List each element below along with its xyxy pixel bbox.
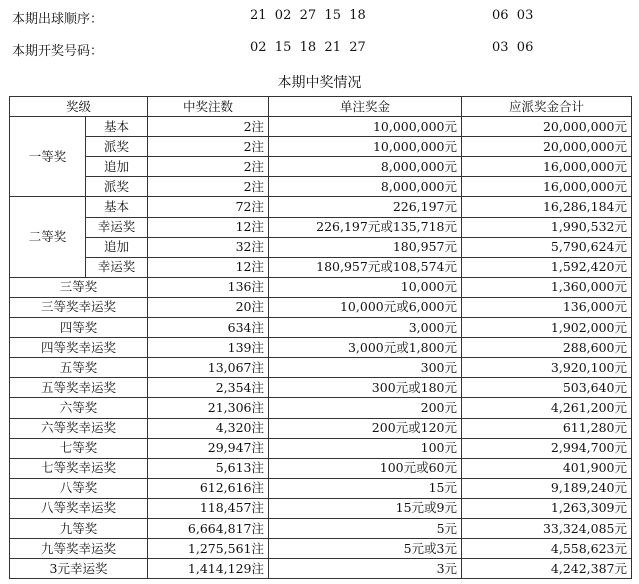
- total-prize-cell: 9,189,240元: [462, 478, 632, 498]
- single-prize-cell: 200元: [269, 398, 462, 418]
- single-prize-cell: 180,957元或108,574元: [269, 257, 462, 277]
- count-cell: 32注: [148, 237, 269, 257]
- level-cell: 九等奖幸运奖: [10, 539, 148, 559]
- count-cell: 12注: [148, 217, 269, 237]
- prize-table: [9, 96, 632, 579]
- single-prize-cell: 10,000,000元: [269, 117, 462, 137]
- table-row: [10, 197, 632, 217]
- level-cell: 七等奖: [10, 438, 148, 458]
- single-prize-cell: 100元或60元: [269, 458, 462, 478]
- total-prize-cell: 1,990,532元: [462, 217, 632, 237]
- level-cell: 三等奖幸运奖: [10, 297, 148, 317]
- total-prize-cell: 33,324,085元: [462, 518, 632, 538]
- total-prize-cell: 20,000,000元: [462, 137, 632, 157]
- single-prize-cell: 200元或120元: [269, 418, 462, 438]
- table-body: [10, 117, 632, 579]
- table-row: [10, 257, 632, 277]
- header-single: 单注奖金: [269, 97, 462, 117]
- table-row: [10, 358, 632, 378]
- sub-level-cell: 幸运奖: [86, 217, 148, 237]
- single-prize-cell: 8,000,000元: [269, 157, 462, 177]
- single-prize-cell: 3元: [269, 559, 462, 579]
- level-cell: 八等奖幸运奖: [10, 498, 148, 518]
- sub-level-cell: 基本: [86, 197, 148, 217]
- draw-order-label: 本期出球顺序：: [12, 12, 104, 27]
- table-row: [10, 177, 632, 197]
- total-prize-cell: 401,900元: [462, 458, 632, 478]
- single-prize-cell: 3,000元: [269, 318, 462, 338]
- count-cell: 29,947注: [148, 438, 269, 458]
- table-row: [10, 217, 632, 237]
- level-cell: 3元幸运奖: [10, 559, 148, 579]
- count-cell: 1,414,129注: [148, 559, 269, 579]
- level-cell: 四等奖: [10, 318, 148, 338]
- single-prize-cell: 15元: [269, 478, 462, 498]
- draw-order-back-numbers: 06 03: [492, 8, 534, 23]
- single-prize-cell: 10,000,000元: [269, 137, 462, 157]
- table-header-row: [10, 97, 632, 117]
- table-row: [10, 338, 632, 358]
- total-prize-cell: 5,790,624元: [462, 237, 632, 257]
- table-row: [10, 117, 632, 137]
- count-cell: 2注: [148, 137, 269, 157]
- count-cell: 13,067注: [148, 358, 269, 378]
- level-cell: 八等奖: [10, 478, 148, 498]
- count-cell: 5,613注: [148, 458, 269, 478]
- total-prize-cell: 20,000,000元: [462, 117, 632, 137]
- total-prize-cell: 611,280元: [462, 418, 632, 438]
- table-row: [10, 137, 632, 157]
- level-cell: 五等奖: [10, 358, 148, 378]
- total-prize-cell: 1,263,309元: [462, 498, 632, 518]
- table-row: [10, 318, 632, 338]
- count-cell: 634注: [148, 318, 269, 338]
- count-cell: 21,306注: [148, 398, 269, 418]
- table-row: [10, 378, 632, 398]
- total-prize-cell: 4,558,623元: [462, 539, 632, 559]
- header-level: 奖级: [10, 97, 148, 117]
- level-cell: 七等奖幸运奖: [10, 458, 148, 478]
- sub-level-cell: 追加: [86, 237, 148, 257]
- level-cell: 五等奖幸运奖: [10, 378, 148, 398]
- level-cell: 六等奖幸运奖: [10, 418, 148, 438]
- total-prize-cell: 16,286,184元: [462, 197, 632, 217]
- total-prize-cell: 4,261,200元: [462, 398, 632, 418]
- count-cell: 2注: [148, 117, 269, 137]
- count-cell: 612,616注: [148, 478, 269, 498]
- first-prize-label: 一等奖: [10, 117, 86, 197]
- count-cell: 4,320注: [148, 418, 269, 438]
- total-prize-cell: 16,000,000元: [462, 157, 632, 177]
- total-prize-cell: 2,994,700元: [462, 438, 632, 458]
- sub-level-cell: 派奖: [86, 177, 148, 197]
- single-prize-cell: 300元: [269, 358, 462, 378]
- sub-level-cell: 追加: [86, 157, 148, 177]
- sub-level-cell: 幸运奖: [86, 257, 148, 277]
- table-row: [10, 297, 632, 317]
- count-cell: 12注: [148, 257, 269, 277]
- total-prize-cell: 4,242,387元: [462, 559, 632, 579]
- single-prize-cell: 8,000,000元: [269, 177, 462, 197]
- single-prize-cell: 226,197元或135,718元: [269, 217, 462, 237]
- table-row: [10, 157, 632, 177]
- table-row: [10, 398, 632, 418]
- table-title: 本期中奖情况: [277, 75, 362, 91]
- table-row: [10, 458, 632, 478]
- count-cell: 139注: [148, 338, 269, 358]
- single-prize-cell: 300元或180元: [269, 378, 462, 398]
- count-cell: 20注: [148, 297, 269, 317]
- win-numbers-back: 03 06: [492, 40, 534, 55]
- table-row: [10, 418, 632, 438]
- single-prize-cell: 5元或3元: [269, 539, 462, 559]
- win-numbers-front: 02 15 18 21 27: [250, 40, 366, 55]
- single-prize-cell: 3,000元或1,800元: [269, 338, 462, 358]
- table-row: [10, 539, 632, 559]
- total-prize-cell: 136,000元: [462, 297, 632, 317]
- level-cell: 四等奖幸运奖: [10, 338, 148, 358]
- total-prize-cell: 288,600元: [462, 338, 632, 358]
- table-row: [10, 478, 632, 498]
- total-prize-cell: 16,000,000元: [462, 177, 632, 197]
- count-cell: 118,457注: [148, 498, 269, 518]
- count-cell: 2,354注: [148, 378, 269, 398]
- table-row: [10, 498, 632, 518]
- count-cell: 2注: [148, 157, 269, 177]
- total-prize-cell: 1,592,420元: [462, 257, 632, 277]
- draw-order-front-numbers: 21 02 27 15 18: [250, 8, 366, 23]
- count-cell: 6,664,817注: [148, 518, 269, 538]
- second-prize-label: 二等奖: [10, 197, 86, 277]
- count-cell: 1,275,561注: [148, 539, 269, 559]
- count-cell: 136注: [148, 277, 269, 297]
- table-row: [10, 559, 632, 579]
- single-prize-cell: 100元: [269, 438, 462, 458]
- single-prize-cell: 10,000元或6,000元: [269, 297, 462, 317]
- single-prize-cell: 226,197元: [269, 197, 462, 217]
- count-cell: 72注: [148, 197, 269, 217]
- sub-level-cell: 基本: [86, 117, 148, 137]
- table-row: [10, 438, 632, 458]
- sub-level-cell: 派奖: [86, 137, 148, 157]
- single-prize-cell: 10,000元: [269, 277, 462, 297]
- win-numbers-label: 本期开奖号码：: [12, 44, 104, 59]
- table-row: [10, 277, 632, 297]
- header-count: 中奖注数: [148, 97, 269, 117]
- table-row: [10, 518, 632, 538]
- single-prize-cell: 180,957元: [269, 237, 462, 257]
- count-cell: 2注: [148, 177, 269, 197]
- total-prize-cell: 1,360,000元: [462, 277, 632, 297]
- total-prize-cell: 3,920,100元: [462, 358, 632, 378]
- single-prize-cell: 15元或9元: [269, 498, 462, 518]
- table-row: [10, 237, 632, 257]
- total-prize-cell: 1,902,000元: [462, 318, 632, 338]
- level-cell: 六等奖: [10, 398, 148, 418]
- level-cell: 九等奖: [10, 518, 148, 538]
- header-total: 应派奖金合计: [462, 97, 632, 117]
- level-cell: 三等奖: [10, 277, 148, 297]
- single-prize-cell: 5元: [269, 518, 462, 538]
- total-prize-cell: 503,640元: [462, 378, 632, 398]
